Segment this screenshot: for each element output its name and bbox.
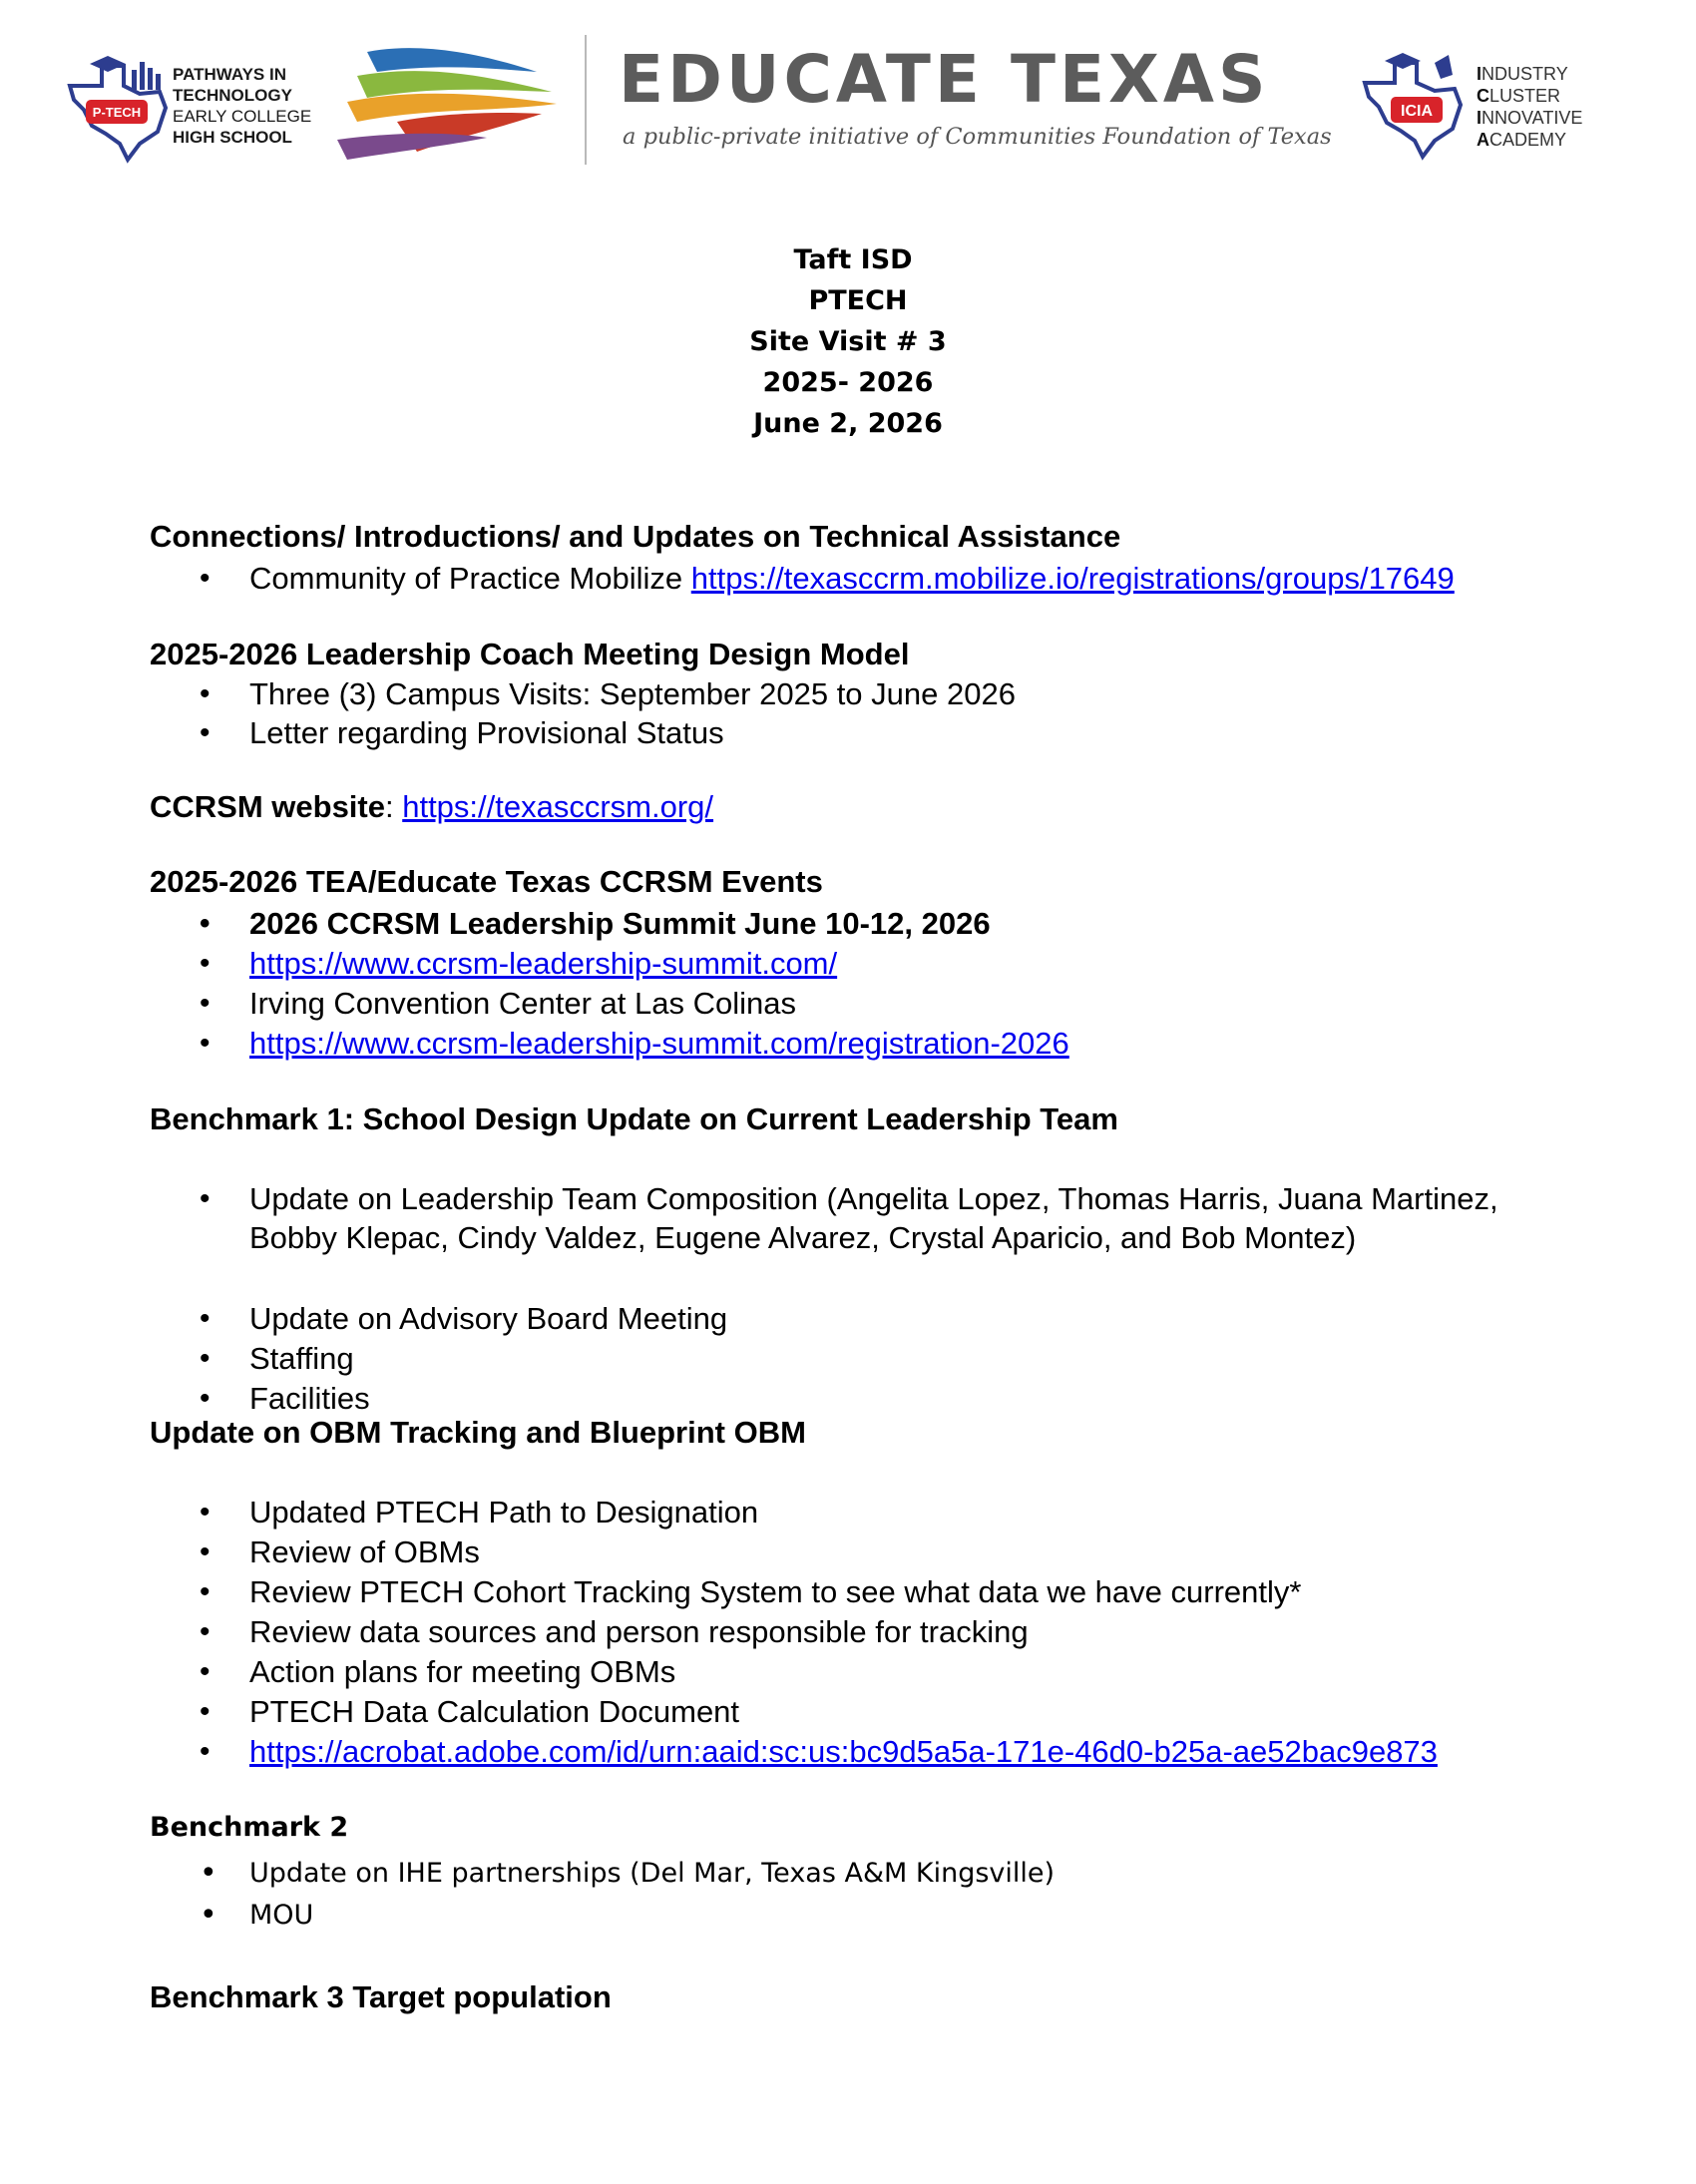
connections-heading: Connections/ Introductions/ and Updates on Technical Assistance — [150, 519, 1121, 554]
icia-logo-text — [1477, 63, 1582, 151]
obm-heading: Update on OBM Tracking and Blueprint OBM — [150, 1415, 806, 1450]
educate-texas-title: EDUCATE TEXAS — [619, 41, 1270, 118]
benchmark1-item: • Staffing — [249, 1339, 354, 1378]
design-model-item: • Three (3) Campus Visits: September 2025 to June 2026 — [249, 674, 1016, 713]
events-item-summit: • 2026 CCRSM Leadership Summit June 10-12, 2026 — [249, 904, 991, 943]
connections-item — [249, 559, 1455, 598]
benchmark2-item: • MOU — [249, 1896, 313, 1935]
website-link[interactable]: https://texasccrsm.org/ — [402, 789, 714, 824]
benchmark3-heading: Benchmark 3 Target population — [150, 1979, 612, 2014]
ptech-line-4: HIGH SCHOOL — [173, 128, 292, 147]
website-line — [150, 789, 713, 825]
obm-item — [249, 1732, 1438, 1771]
icia-badge-text: ICIA — [1401, 103, 1433, 120]
events-item-venue: • Irving Convention Center at Las Colinas — [249, 984, 796, 1023]
obm-item: • Updated PTECH Path to Designation — [249, 1493, 758, 1531]
header-divider — [585, 35, 587, 165]
website-label: CCRSM website — [150, 789, 385, 824]
ptech-line-3: EARLY COLLEGE — [173, 107, 312, 126]
ptech-badge-text: P-TECH — [92, 105, 142, 120]
benchmark1-item: • Update on Leadership Team Composition (Angelita Lopez, Thomas Harris, Juana Martinez, Bobby Klepac, Cindy Valdez, Eugene Alvarez, Crystal Aparicio, and Bob Montez) — [249, 1179, 1546, 1257]
educate-texas-subtitle: a public-private initiative of Communities Foundation of Texas — [623, 124, 1332, 150]
connections-item-text: Community of Practice Mobilize — [249, 561, 691, 596]
ptech-line-1: PATHWAYS IN — [173, 65, 286, 84]
icia-logo — [1357, 45, 1482, 165]
title-date: June 2, 2026 — [753, 408, 943, 439]
icia-line-3: INNOVATIVE — [1477, 108, 1583, 128]
registration-link[interactable]: https://www.ccrsm-leadership-summit.com/registration-2026 — [249, 1026, 1069, 1061]
design-model-heading: 2025-2026 Leadership Coach Meeting Design Model — [150, 637, 910, 671]
obm-item: • Action plans for meeting OBMs — [249, 1652, 675, 1691]
icia-line-1: INDUSTRY — [1477, 64, 1568, 84]
obm-item: • Review PTECH Cohort Tracking System to see what data we have currently* — [249, 1572, 1301, 1611]
benchmark1-heading: Benchmark 1: School Design Update on Current Leadership Team — [150, 1101, 1118, 1136]
obm-item: • Review data sources and person responsible for tracking — [249, 1612, 1029, 1651]
events-heading: 2025-2026 TEA/Educate Texas CCRSM Events — [150, 864, 823, 899]
website-separator: : — [384, 789, 403, 824]
ptech-line-2: TECHNOLOGY — [173, 86, 292, 105]
benchmark2-heading: Benchmark 2 — [150, 1812, 349, 1843]
title-program: PTECH — [808, 285, 908, 316]
title-visit: Site Visit # 3 — [749, 326, 947, 357]
title-year: 2025- 2026 — [762, 367, 934, 398]
icia-line-4: ACADEMY — [1477, 130, 1567, 150]
benchmark1-item: • Facilities — [249, 1379, 370, 1418]
adobe-document-link[interactable]: https://acrobat.adobe.com/id/urn:aaid:sc:us:bc9d5a5a-171e-46d0-b25a-ae52bac9e873 — [249, 1734, 1438, 1769]
educate-texas-swoosh-logo — [337, 42, 562, 162]
mobilize-link[interactable]: https://texasccrm.mobilize.io/registrations/groups/17649 — [690, 561, 1455, 596]
title-block — [0, 239, 1696, 444]
obm-item: • PTECH Data Calculation Document — [249, 1692, 739, 1731]
ptech-logo-text — [173, 64, 311, 148]
summit-link[interactable]: https://www.ccrsm-leadership-summit.com/ — [249, 946, 838, 981]
benchmark1-item: • Update on Advisory Board Meeting — [249, 1299, 727, 1338]
benchmark2-item: • Update on IHE partnerships (Del Mar, Texas A&M Kingsville) — [249, 1854, 1055, 1893]
obm-item: • Review of OBMs — [249, 1532, 480, 1571]
title-district: Taft ISD — [793, 244, 913, 275]
design-model-item: • Letter regarding Provisional Status — [249, 713, 724, 752]
events-item — [249, 944, 837, 983]
icia-line-2: CLUSTER — [1477, 86, 1561, 106]
events-item — [249, 1024, 1069, 1063]
